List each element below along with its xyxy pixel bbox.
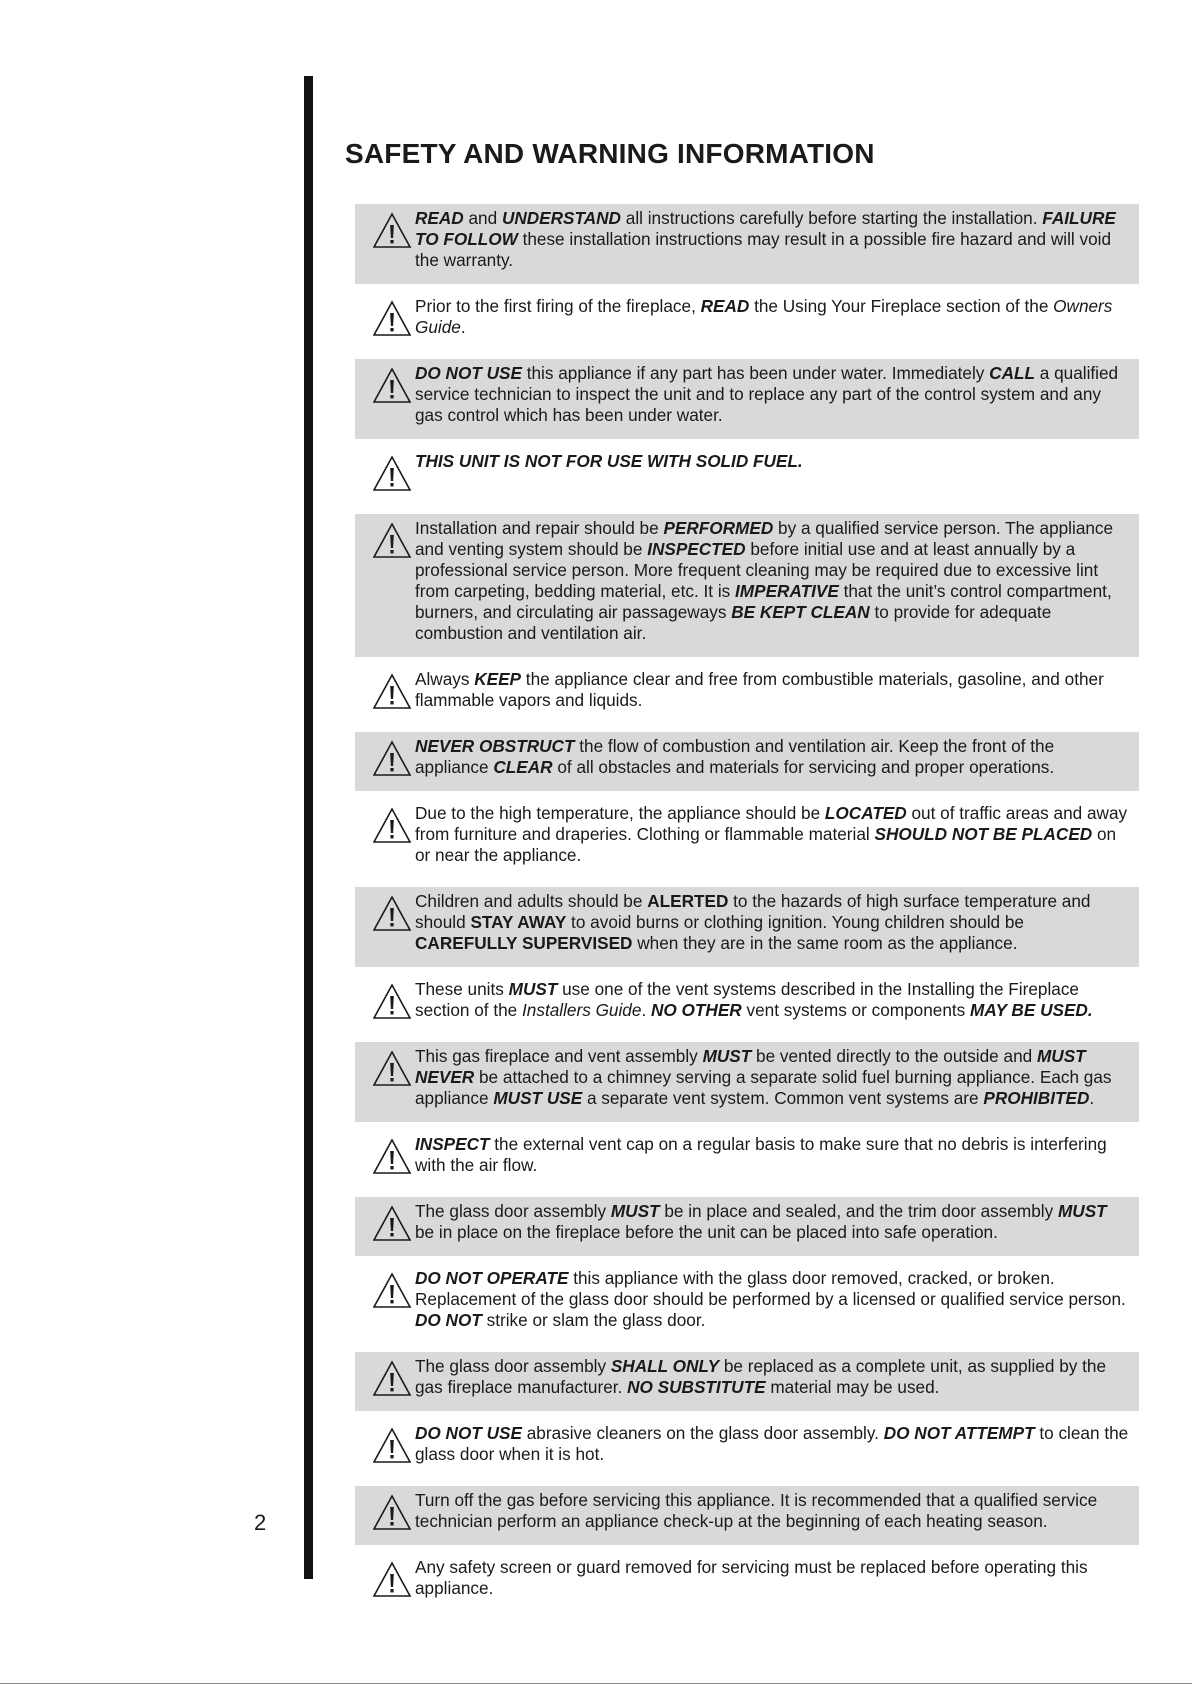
body-text: be replaced as a complete unit, as supplied by the gas fireplace manufacturer.	[415, 1356, 1107, 1397]
warning-text	[415, 363, 1129, 426]
body-text: before initial use and at least annually by a professional service person. More frequent cleaning may be required due to excessive lint from carpeting, bedding material, etc. It is	[415, 539, 1099, 601]
emphasis-text: Installers Guide	[522, 1000, 642, 1020]
warning-text	[415, 891, 1129, 954]
emphasis-text: NEVER OBSTRUCT	[415, 736, 575, 756]
body-text: be attached to a chimney serving a separate solid fuel burning appliance. Each gas appliance	[415, 1067, 1112, 1108]
emphasis-text: MUST	[702, 1046, 752, 1066]
page-title: SAFETY AND WARNING INFORMATION	[345, 138, 875, 169]
emphasis-text: KEEP	[474, 669, 522, 689]
body-text: to clean the glass door when it is hot.	[415, 1423, 1129, 1464]
emphasis-text: INSPECT	[415, 1134, 490, 1154]
warning-triangle-icon	[373, 1050, 415, 1088]
emphasis-text: DO NOT USE	[415, 1423, 522, 1443]
body-text: on or near the appliance.	[415, 824, 1117, 865]
warning-triangle-icon	[373, 1138, 415, 1176]
emphasis-text: MUST USE	[493, 1088, 583, 1108]
body-text: material may be used.	[765, 1377, 940, 1397]
body-text: Turn off the gas before servicing this appliance. It is recommended that a qualified service technician perform an appliance check-up at the beginning of each heating season.	[415, 1490, 1098, 1531]
emphasis-text: IMPERATIVE	[735, 581, 839, 601]
warning-item	[355, 1197, 1139, 1256]
warning-text	[415, 208, 1129, 271]
emphasis-text: BE KEPT CLEAN	[731, 602, 870, 622]
emphasis-text: CLEAR	[493, 757, 553, 777]
emphasis-text: UNDERSTAND	[501, 208, 621, 228]
body-text: of all obstacles and materials for servicing and proper operations.	[552, 757, 1055, 777]
body-text: all instructions carefully before starting the installation.	[620, 208, 1043, 228]
body-text: This gas fireplace and vent assembly	[415, 1046, 703, 1066]
warning-item	[355, 1419, 1139, 1478]
emphasis-text: CALL	[989, 363, 1035, 383]
warning-text	[415, 1201, 1129, 1243]
footer-rule	[0, 1683, 1192, 1684]
emphasis-text: PERFORMED	[663, 518, 774, 538]
emphasis-text: READ	[415, 208, 464, 228]
warning-text	[415, 1356, 1129, 1398]
emphasis-text: DO NOT OPERATE	[415, 1268, 569, 1288]
emphasis-text: THIS UNIT IS NOT FOR USE WITH SOLID FUEL.	[415, 451, 803, 471]
warning-triangle-icon	[373, 740, 415, 778]
body-text: strike or slam the glass door.	[481, 1310, 706, 1330]
emphasis-text: MUST	[610, 1201, 660, 1221]
emphasis-text: LOCATED	[824, 803, 907, 823]
body-text: a separate vent system. Common vent systems are	[582, 1088, 984, 1108]
emphasis-text: DO NOT	[415, 1310, 482, 1330]
left-margin-rule	[304, 76, 313, 1579]
body-text: the flow of combustion and ventilation air. Keep the front of the appliance	[415, 736, 1055, 777]
body-text: use one of the vent systems described in the Installing the Fireplace section of the	[415, 979, 1079, 1020]
warning-triangle-icon	[373, 1205, 415, 1243]
warning-text	[415, 1490, 1129, 1532]
warning-text	[415, 669, 1129, 711]
body-text: vent systems or components	[741, 1000, 971, 1020]
body-text: by a qualified service person. The appliance and venting system should be	[415, 518, 1114, 559]
body-text: The glass door assembly	[415, 1356, 611, 1376]
body-text: that the unit’s control compartment, burners, and circulating air passageways	[415, 581, 1112, 622]
emphasis-text: MUST	[1057, 1201, 1107, 1221]
warning-item	[355, 1352, 1139, 1411]
body-text: Installation and repair should be	[415, 518, 664, 538]
emphasis-text: MUST	[508, 979, 558, 999]
warning-text	[415, 296, 1129, 338]
warning-item	[355, 975, 1139, 1034]
emphasis-text: SHALL ONLY	[610, 1356, 720, 1376]
warning-item	[355, 1264, 1139, 1344]
body-text: this appliance if any part has been under water. Immediately	[521, 363, 990, 383]
warning-item	[355, 204, 1139, 284]
warning-item	[355, 665, 1139, 724]
body-text: to provide for adequate combustion and ventilation air.	[415, 602, 1052, 643]
body-text: Prior to the first firing of the fireplace,	[415, 296, 701, 316]
body-text: These units	[415, 979, 509, 999]
emphasis-text: NO SUBSTITUTE	[627, 1377, 766, 1397]
emphasis-text: MUST NEVER	[415, 1046, 1086, 1087]
warning-item	[355, 732, 1139, 791]
warning-text	[415, 451, 1129, 472]
warning-item	[355, 799, 1139, 879]
warning-text	[415, 736, 1129, 778]
body-text: and	[463, 208, 502, 228]
warning-triangle-icon	[373, 300, 415, 338]
warning-item	[355, 359, 1139, 439]
body-text: to avoid burns or clothing ignition. Young children should be	[566, 912, 1024, 932]
body-text: Due to the high temperature, the appliance should be	[415, 803, 825, 823]
body-text: Any safety screen or guard removed for servicing must be replaced before operating this appliance.	[415, 1557, 1088, 1598]
body-text: Always	[415, 669, 475, 689]
body-text: .	[1089, 1088, 1095, 1108]
warning-triangle-icon	[373, 1561, 415, 1599]
warning-triangle-icon	[373, 455, 415, 493]
warning-triangle-icon	[373, 1272, 415, 1310]
warning-triangle-icon	[373, 212, 415, 250]
body-text: abrasive cleaners on the glass door assembly.	[521, 1423, 884, 1443]
emphasis-text: MAY BE USED.	[970, 1000, 1093, 1020]
warning-text	[415, 1268, 1129, 1331]
emphasis-text: SHOULD NOT BE PLACED	[874, 824, 1093, 844]
body-text: .	[460, 317, 466, 337]
emphasis-text: CAREFULLY SUPERVISED	[415, 933, 633, 953]
warning-item	[355, 1553, 1139, 1612]
body-text: to the hazards of high surface temperature and should	[415, 891, 1091, 932]
warning-text	[415, 1557, 1129, 1599]
body-text: the Using Your Fireplace section of the	[749, 296, 1054, 316]
body-text: be in place and sealed, and the trim door assembly	[659, 1201, 1058, 1221]
warning-text	[415, 1423, 1129, 1465]
warning-item	[355, 1486, 1139, 1545]
emphasis-text: NO OTHER	[651, 1000, 742, 1020]
emphasis-text: DO NOT USE	[415, 363, 522, 383]
body-text: this appliance with the glass door removed, cracked, or broken. Replacement of the glass door should be performed by a licensed or qualified service person.	[415, 1268, 1126, 1309]
body-text: .	[641, 1000, 651, 1020]
body-text: the external vent cap on a regular basis to make sure that no debris is interfering with the air flow.	[415, 1134, 1107, 1175]
warning-triangle-icon	[373, 1427, 415, 1465]
body-text: out of traffic areas and away from furniture and draperies. Clothing or flammable material	[415, 803, 1128, 844]
warning-triangle-icon	[373, 1494, 415, 1532]
emphasis-text: READ	[700, 296, 750, 316]
body-text: when they are in the same room as the appliance.	[632, 933, 1018, 953]
emphasis-text: Owners Guide	[415, 296, 1113, 337]
emphasis-text: ALERTED	[647, 891, 729, 911]
warning-item	[355, 887, 1139, 967]
emphasis-text: STAY AWAY	[470, 912, 567, 932]
warning-triangle-icon	[373, 367, 415, 405]
warning-triangle-icon	[373, 1360, 415, 1398]
warning-item	[355, 514, 1139, 657]
body-text: the appliance clear and free from combustible materials, gasoline, and other flammable vapors and liquids.	[415, 669, 1104, 710]
emphasis-text: FAILURE TO FOLLOW	[415, 208, 1116, 249]
body-text: these installation instructions may result in a possible fire hazard and will void the warranty.	[415, 229, 1112, 270]
warning-item	[355, 447, 1139, 506]
warning-text	[415, 979, 1129, 1021]
emphasis-text: PROHIBITED	[983, 1088, 1090, 1108]
page-number: 2	[254, 1510, 267, 1535]
warnings-list	[355, 204, 1139, 1620]
body-text: a qualified service technician to inspect the unit and to replace any part of the control system and any gas control which has been under water.	[415, 363, 1119, 425]
warning-triangle-icon	[373, 807, 415, 845]
body-text: be vented directly to the outside and	[751, 1046, 1037, 1066]
warning-triangle-icon	[373, 983, 415, 1021]
warning-text	[415, 518, 1129, 644]
warning-triangle-icon	[373, 673, 415, 711]
emphasis-text: DO NOT ATTEMPT	[883, 1423, 1035, 1443]
body-text: be in place on the fireplace before the unit can be placed into safe operation.	[415, 1222, 998, 1242]
body-text: The glass door assembly	[415, 1201, 611, 1221]
warning-item	[355, 1042, 1139, 1122]
emphasis-text: INSPECTED	[647, 539, 746, 559]
warning-triangle-icon	[373, 522, 415, 560]
warning-text	[415, 1134, 1129, 1176]
body-text: Children and adults should be	[415, 891, 648, 911]
warning-triangle-icon	[373, 895, 415, 933]
warning-text	[415, 1046, 1129, 1109]
warning-text	[415, 803, 1129, 866]
warning-item	[355, 292, 1139, 351]
warning-item	[355, 1130, 1139, 1189]
